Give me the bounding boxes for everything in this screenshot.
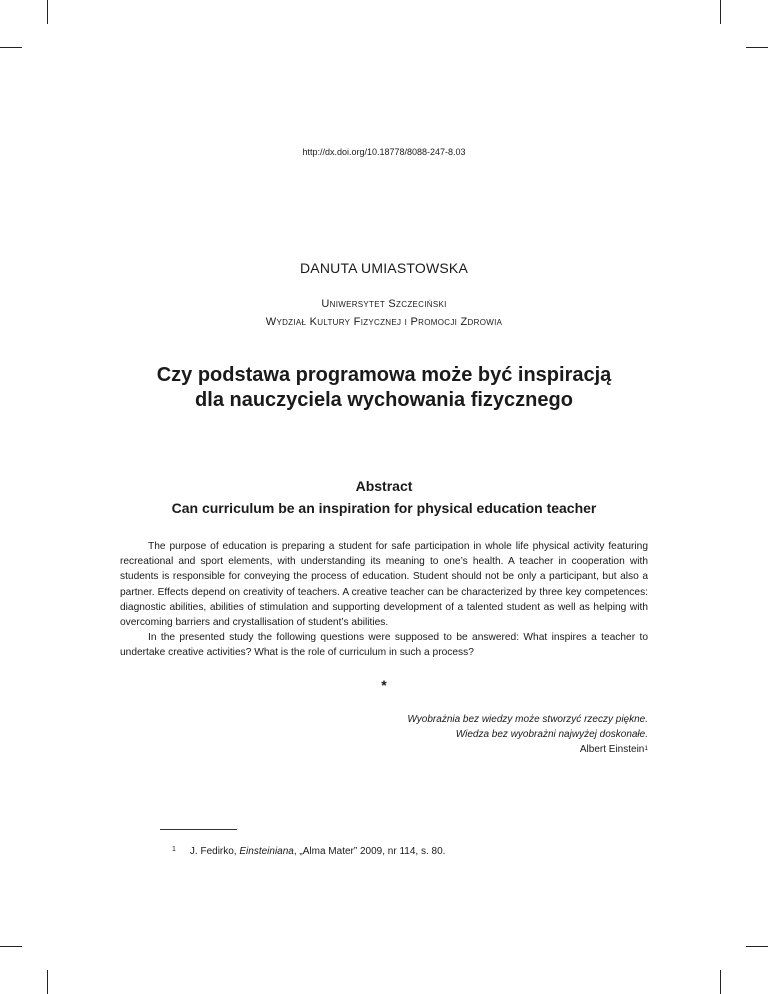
paper-title-line-1: Czy podstawa programowa może być inspiracją — [156, 364, 612, 386]
crop-mark — [746, 946, 768, 947]
footnote-text-italic: Einsteiniana — [239, 846, 294, 857]
abstract-subtitle: Can curriculum be an inspiration for physical education teacher — [171, 500, 597, 516]
abstract-paragraph-2: In the presented study the following questions were supposed to be answered: What inspires a teacher to undertake creative activities? What is the role of curriculum in such a process? — [120, 632, 648, 659]
crop-mark — [746, 47, 768, 48]
crop-mark — [720, 970, 721, 994]
paper-title-line-2: dla nauczyciela wychowania fizycznego — [195, 389, 573, 411]
crop-mark — [47, 970, 48, 994]
epigraph-line-2: Wiedza bez wyobrażni najwyżej doskonałe. — [455, 729, 648, 740]
author-name: DANUTA UMIASTOWSKA — [300, 260, 468, 276]
epigraph — [407, 712, 648, 757]
section-separator: * — [381, 677, 387, 693]
footnote-divider — [160, 829, 237, 830]
affiliation-university: Uniwersytet Szczeciński — [321, 298, 447, 310]
crop-mark — [47, 0, 48, 24]
crop-mark — [0, 946, 22, 947]
crop-mark — [720, 0, 721, 24]
footnote-number: 1 — [172, 846, 176, 853]
epigraph-author: Albert Einstein — [579, 744, 645, 755]
footnote-text-after: , „Alma Mater” 2009, nr 114, s. 80. — [293, 846, 446, 857]
doi-link: http://dx.doi.org/10.18778/8088-247-8.03 — [302, 147, 466, 157]
footnote — [172, 846, 445, 857]
abstract-paragraph-1: The purpose of education is preparing a student for safe participation in whole life physical activity featuring recreational and sport elements, with understanding its meaning to one’s health. A teacher in cooperation with students is responsible for conveying the process of education. Student should not be only a participant, but also a partner. Effects depend on creativity of teachers. A creative teacher can be characterized by three key competences: diagnostic abilities, abilities of stimulation and supporting development of a talented student as well as helping with overcoming barriers and crystallisation of student’s abilities. — [120, 541, 648, 629]
footnote-text-before: J. Fedirko, — [189, 846, 240, 857]
epigraph-attribution — [407, 742, 648, 757]
affiliation-faculty: Wydział Kultury Fizycznej i Promocji Zdrowia — [265, 316, 503, 328]
abstract-heading: Abstract — [355, 478, 413, 494]
abstract-body — [120, 539, 648, 661]
epigraph-line-1: Wyobrażnia bez wiedzy może stworzyć rzeczy piękne. — [407, 714, 648, 725]
crop-mark — [0, 47, 22, 48]
footnote-reference: 1 — [644, 745, 648, 752]
